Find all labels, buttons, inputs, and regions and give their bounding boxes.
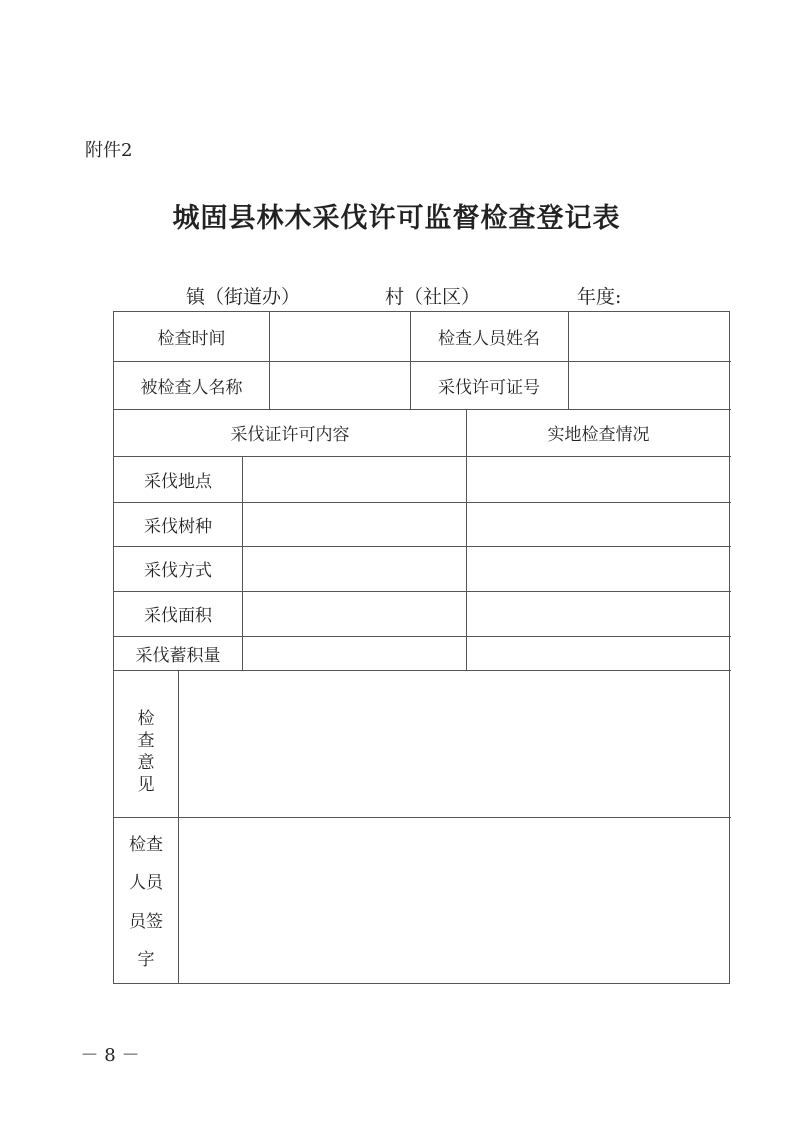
header-town: 镇（街道办）	[186, 286, 301, 308]
item-site-area[interactable]	[466, 591, 731, 636]
permit-content-header: 采伐证许可内容	[230, 425, 350, 445]
inspection-table	[113, 311, 730, 984]
item-permit-location[interactable]	[242, 456, 466, 502]
item-site-method[interactable]	[466, 546, 731, 591]
inspectee-name-label: 被检查人名称	[140, 377, 243, 398]
signature-label-line: 员签	[129, 911, 163, 932]
item-permit-area[interactable]	[242, 591, 466, 636]
inspection-time-label: 检查时间	[157, 329, 226, 349]
page-title: 城固县林木采伐许可监督检查登记表	[172, 203, 621, 234]
attachment-label: 附件2	[85, 140, 133, 161]
signature-label-line: 字	[137, 949, 155, 970]
permit-number-label: 采伐许可证号	[438, 377, 540, 398]
item-label-species: 采伐树种	[144, 516, 212, 537]
opinion-field[interactable]	[178, 670, 731, 817]
signature-label-line: 检查	[129, 835, 163, 855]
item-label-area: 采伐面积	[144, 606, 212, 626]
page-number: － 8 －	[80, 1045, 140, 1066]
inspectee-name-field[interactable]	[269, 361, 410, 409]
signature-label	[116, 830, 176, 970]
signature-label-line: 人员	[129, 873, 163, 894]
inspector-name-label: 检查人员姓名	[438, 329, 540, 349]
signature-field[interactable]	[178, 817, 731, 983]
opinion-label: 检查意见	[137, 709, 155, 795]
site-inspection-header: 实地检查情况	[547, 425, 650, 445]
item-site-location[interactable]	[466, 456, 731, 502]
item-label-volume: 采伐蓄积量	[135, 645, 221, 666]
permit-number-field[interactable]	[568, 361, 731, 409]
header-year: 年度:	[577, 286, 622, 308]
item-site-species[interactable]	[466, 502, 731, 546]
inspection-time-field[interactable]	[269, 312, 410, 361]
item-permit-volume[interactable]	[242, 636, 466, 670]
item-permit-method[interactable]	[242, 546, 466, 591]
item-label-method: 采伐方式	[144, 561, 212, 581]
inspector-name-field[interactable]	[568, 312, 731, 361]
header-village: 村（社区）	[385, 286, 481, 308]
item-permit-species[interactable]	[242, 502, 466, 546]
item-label-location: 采伐地点	[144, 471, 212, 492]
item-site-volume[interactable]	[466, 636, 731, 670]
